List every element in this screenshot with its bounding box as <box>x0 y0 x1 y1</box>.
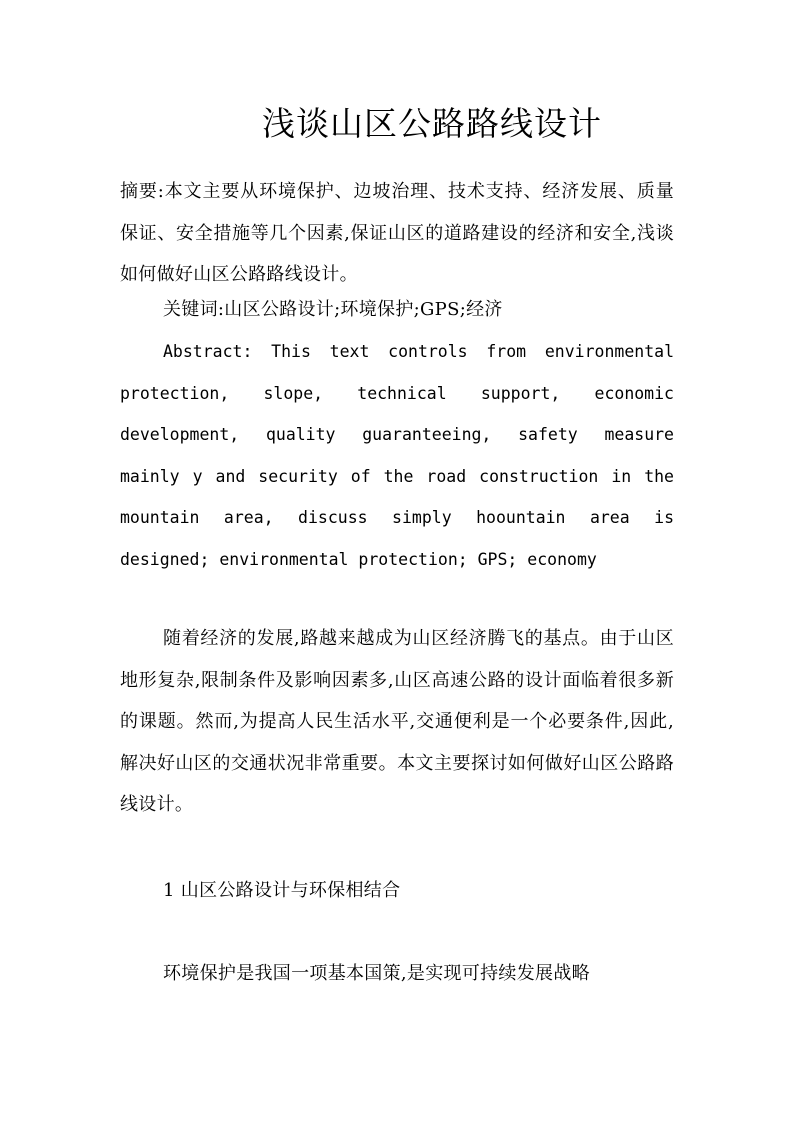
keywords: 关键词:山区公路设计;环境保护;GPS;经济 <box>163 299 503 320</box>
abstract-chinese: 摘要:本文主要从环境保护、边坡治理、技术支持、经济发展、质量保证、安全措施等几个因素,保证山区的道路建设的经济和安全,浅谈如何做好山区公路路线设计。 <box>120 181 674 285</box>
section-1-paragraph: 环境保护是我国一项基本国策,是实现可持续发展战略 <box>163 963 590 984</box>
abstract-english: Abstract: This text controls from environmental protection, slope, technical support, economic development, quality guaranteeing, safety measure mainly y and security of the road construction in the mountain area, discuss simply hoountain area is designed; environmental protection; GPS; economy <box>120 342 674 569</box>
document-title: 浅谈山区公路路线设计 <box>262 104 602 143</box>
section-1-heading: 1 山区公路设计与环保相结合 <box>163 880 401 901</box>
intro-paragraph: 随着经济的发展,路越来越成为山区经济腾飞的基点。由于山区地形复杂,限制条件及影响因素多,山区高速公路的设计面临着很多新的课题。然而,为提高人民生活水平,交通便利是一个必要条件,因此,解决好山区的交通状况非常重要。本文主要探讨如何做好山区公路路线设计。 <box>120 628 674 815</box>
